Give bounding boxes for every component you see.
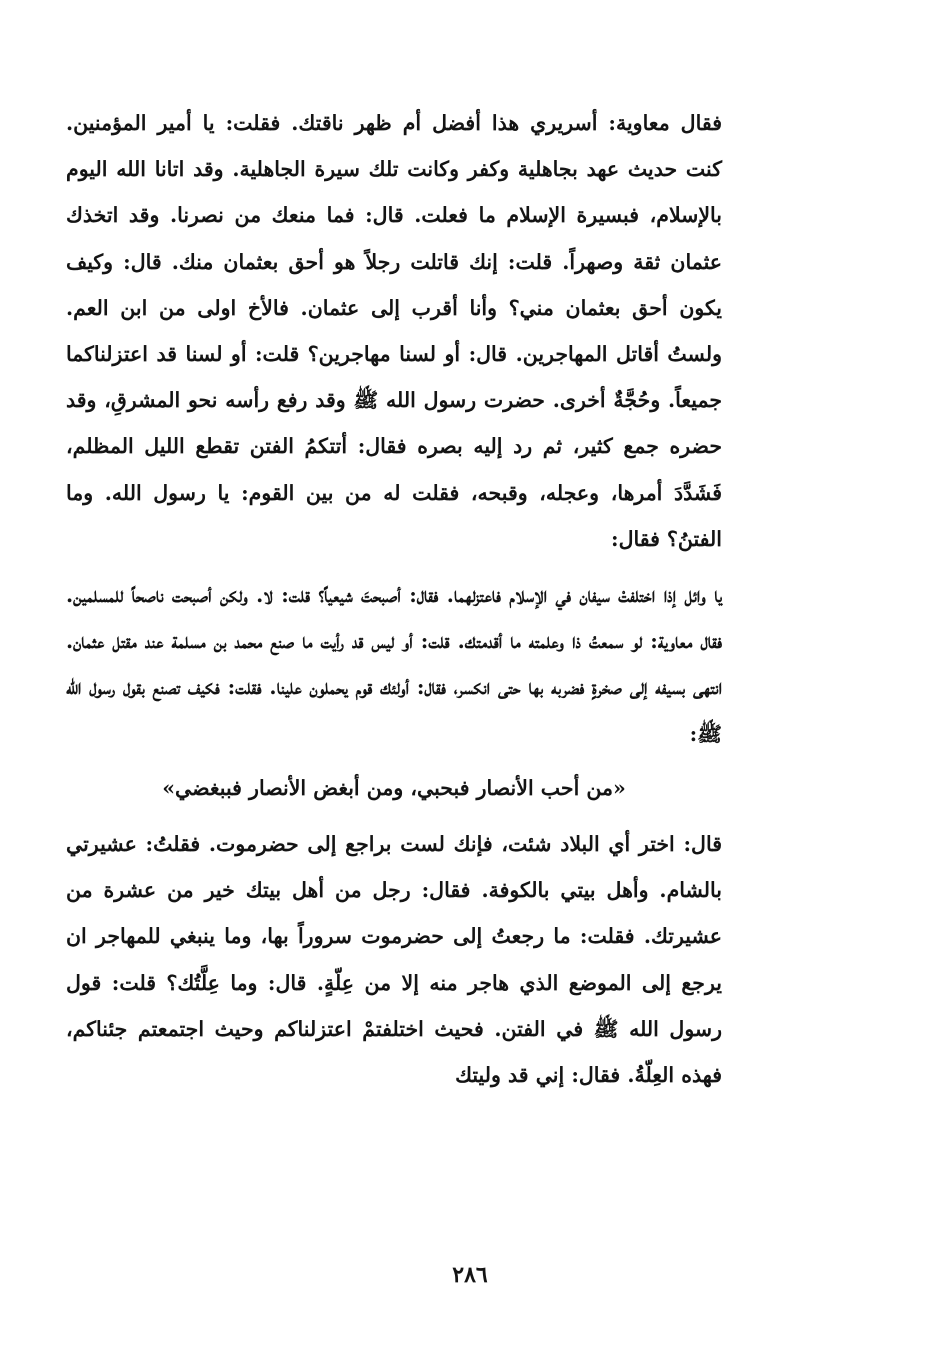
page-number: ٢٨٦ <box>452 1262 488 1288</box>
paragraph-3: قال: اختر أي البلاد شئت، فإنك لست براجع إلى حضرموت. فقلتُ: عشيرتي بالشام. وأهل بيتي بالكوفة. فقال: رجل من أهل بيتك خير من عشرة من عشيرتك. فقلت: ما رجعتُ إلى حضرموت سروراً بها، وما ينبغي للمهاجر ان يرجع إلى الموضع الذي هاجر منه إلا من عِلّةٍ. قال: وما عِلَّتُك؟ قلت: قول رسول الله ﷺ في الفتن. فحيث اختلفتمْ اعتزلناكم وحيث اجتمعتم جئناكم، فهذه العِلّةُ. فقال: إني قد وليتك <box>66 832 722 1088</box>
paragraph-1: فقال معاوية: أسريري هذا أفضل أم ظهر ناقتك. فقلت: يا أمير المؤمنين. كنت حديث عهد بجاهلية وكفر وكانت تلك سيرة الجاهلية. وقد اتانا الله اليوم بالإسلام، فبسيرة الإسلام ما فعلت. قال: فما منعك من نصرنا. وقد اتخذك عثمان ثقة وصهراً. قلت: إنك قاتلت رجلاً هو أحق بعثمان منك. قال: وكيف يكون أحق بعثمان مني؟ وأنا أقرب إلى عثمان. فالأخ اولى من ابن العم. ولستُ أقاتل المهاجرين. قال: أو لسنا مهاجرين؟ قلت: أو لسنا قد اعتزلناكما جميعاً. وحُجَّةٌ أخرى. حضرت رسول الله ﷺ وقد رفع رأسه نحو المشرقِ، وقد حضره جمع كثير، ثم رد إليه بصره فقال: أتتكمُ الفتن تقطع الليل المظلم، فَشَدَّدَ أمرها، وعجله، وقبحه، فقلت له من بين القوم: يا رسول الله. وما الفتنُ؟ فقال: <box>66 111 722 551</box>
hadith-quote: «من أحب الأنصار فبحبي، ومن أبغض الأنصار فببغضي» <box>162 775 626 800</box>
page-body <box>66 100 722 1098</box>
paragraph-2: يا وائل إذا اختلفتْ سيفان في الإسلام فاعتزلهما. فقال: أصبحتَ شيعياً؟ قلت: لا. ولكن أصبحت ناصحاً للمسلمين. فقال معاوية: لو سمعتُ ذا وعلمته ما أقدمتك. قلت: أو ليس قد رأيت ما صنع محمد بن مسلمة عند مقتل عثمان. انتهى بسيفه إلى صخرةٍ فضربه بها حتى انكسر، فقال: أولئك قوم يحملون علينا. فقلت: فكيف تصنع بقول رسول الله ﷺ: <box>66 583 722 746</box>
